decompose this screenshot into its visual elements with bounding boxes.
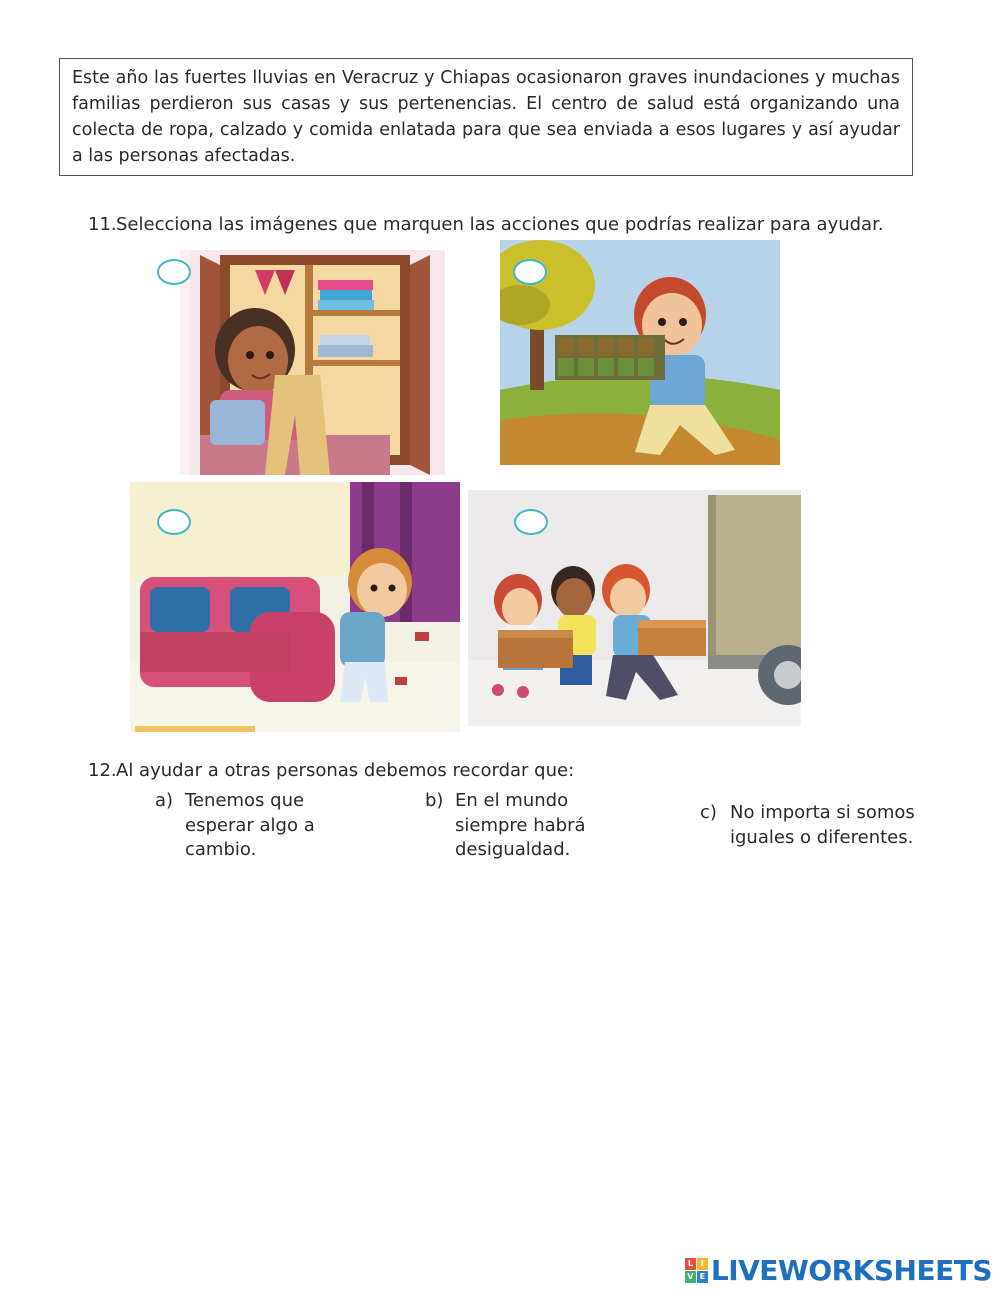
- question-11: [88, 214, 884, 235]
- logo-mark-icon: [685, 1258, 708, 1283]
- select-circle-1[interactable]: [157, 259, 191, 285]
- logo-mark-letter: I: [697, 1258, 708, 1270]
- question-12: [88, 760, 574, 781]
- option-line: En el mundo: [455, 790, 569, 811]
- logo-mark-letter: E: [697, 1271, 708, 1283]
- select-circle-4[interactable]: [514, 509, 548, 535]
- select-circle-2[interactable]: [513, 259, 547, 285]
- answer-option-c[interactable]: [700, 801, 960, 853]
- question-text: Selecciona las imágenes que marquen las acciones que podrías realizar para ayudar.: [116, 214, 884, 235]
- option-letter: c): [700, 802, 717, 823]
- logo-text: LIVEWORKSHEETS: [710, 1253, 992, 1287]
- reading-passage: Este año las fuertes lluvias en Veracruz y Chiapas ocasionaron graves inundaciones y muchas familias perdieron sus casas y sus pertenencias. El centro de salud está organizando una colecta de ropa, calzado y comida enlatada para que sea enviada a esos lugares y así ayudar a las personas afectadas.: [59, 58, 913, 176]
- answer-option-b[interactable]: [425, 789, 625, 865]
- question-number: 11.: [88, 214, 117, 235]
- option-line: siempre habrá: [455, 814, 586, 836]
- option-line: desigualdad.: [455, 839, 571, 860]
- logo-mark-letter: L: [685, 1258, 696, 1270]
- option-letter: a): [155, 790, 174, 811]
- option-line: No importa si somos: [730, 802, 915, 823]
- option-line: Tenemos que: [185, 790, 305, 811]
- logo-mark-letter: V: [685, 1271, 696, 1283]
- question-text: Al ayudar a otras personas debemos recordar que:: [116, 760, 575, 781]
- option-line: cambio.: [185, 839, 257, 860]
- liveworksheets-logo: [685, 1253, 992, 1287]
- select-circle-3[interactable]: [157, 509, 191, 535]
- girl-folding-clothes-illustration: [180, 250, 445, 475]
- option-line: iguales o diferentes.: [730, 826, 914, 848]
- option-line: esperar algo a: [185, 814, 315, 836]
- question-number: 12.: [88, 760, 117, 781]
- answer-option-a[interactable]: [155, 789, 375, 865]
- option-letter: b): [425, 790, 444, 811]
